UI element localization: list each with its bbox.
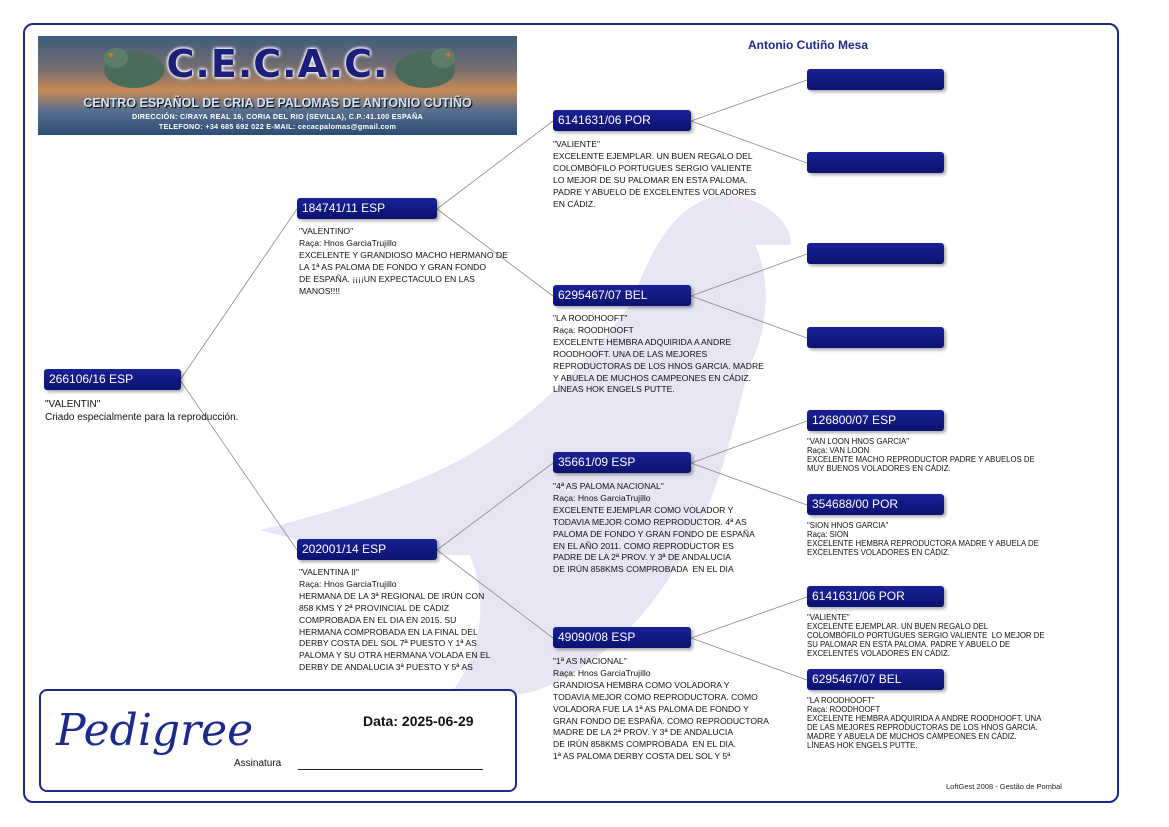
logo-address-line: DIRECCIÓN: C/RAYA REAL 16, CORIA DEL RIO (SEVILLA), C.P.:41.100 ESPAÑA xyxy=(132,112,423,121)
desc-line: MADRE DE LA 2ª PROV. Y 3ª DE ANDALUCIA xyxy=(553,727,734,738)
desc-line: "1ª AS NACIONAL" xyxy=(553,656,627,666)
desc-line: PADRE Y ABUELO DE EXCELENTES VOLADORES xyxy=(553,186,756,197)
cecac-logo-banner xyxy=(38,36,517,135)
bird-ring-box[interactable]: 266106/16 ESP xyxy=(44,369,181,390)
desc-line: PALOMA Y SU OTRA HERMANA VOLADA EN EL xyxy=(299,650,491,661)
desc-line: DERBY DE ANDALUCIA 3ª PUESTO Y 5ª AS xyxy=(299,662,473,673)
logo-subtitle: CENTRO ESPAÑOL DE CRIA DE PALOMAS DE ANTONIO CUTIÑO xyxy=(83,96,472,110)
bird-ring-box-empty[interactable] xyxy=(807,243,944,264)
desc-line: EXCELENTE HEMBRA ADQUIRIDA A ANDRE ROODHOOFT. UNA xyxy=(807,714,1042,724)
signature-label: Assinatura xyxy=(234,758,282,769)
bird-description xyxy=(807,696,1057,751)
desc-line: "VALIENTE" xyxy=(553,139,601,149)
bird-ring-box-empty[interactable] xyxy=(807,152,944,173)
bird-ring-box[interactable]: 49090/08 ESP xyxy=(553,627,691,648)
date-field xyxy=(363,713,474,729)
bird-description xyxy=(553,656,798,763)
desc-line: REPRODUCTORAS DE LOS HNOS GARCIA. MADRE xyxy=(553,360,764,371)
desc-line: EXCELENTE MACHO REPRODUCTOR PADRE Y ABUELOS DE xyxy=(807,455,1035,465)
bird-description xyxy=(553,313,798,396)
pedigree-footer xyxy=(39,689,517,792)
bird-ring-box[interactable]: 126800/07 ESP xyxy=(807,410,944,431)
desc-line: 858 KMS Y 2ª PROVINCIAL DE CÁDIZ xyxy=(299,602,450,613)
desc-line: Criado especialmente para la reproducción. xyxy=(45,412,239,423)
bird-description xyxy=(807,437,1057,473)
desc-line: "SION HNOS GARCIA" xyxy=(807,521,889,530)
desc-line: EXCELENTE EJEMPLAR. UN BUEN REGALO DEL xyxy=(807,622,989,632)
desc-line: "VALIENTE" xyxy=(807,613,850,622)
bird-description xyxy=(553,481,798,576)
bird-description xyxy=(299,226,539,297)
bird-description xyxy=(807,521,1057,557)
bird-ring-box[interactable]: 354688/00 POR xyxy=(807,494,944,515)
desc-line: LA 1ª AS PALOMA DE FONDO Y GRAN FONDO xyxy=(299,261,487,272)
desc-line: HERMANA COMPROBADA EN LA FINAL DEL xyxy=(299,626,478,637)
desc-line: EXCELENTE HEMBRA ADQUIRIDA A ANDRE xyxy=(553,336,732,347)
desc-line: Raça: Hnos GarciaTrujillo xyxy=(299,578,397,589)
desc-line: PALOMA DE FONDO Y GRAN FONDO DE ESPAÑA xyxy=(553,528,755,539)
desc-line: SU PALOMAR EN ESTA PALOMA. PADRE Y ABUELO DE xyxy=(807,640,1011,650)
desc-line: Raça: Hnos GarciaTrujillo xyxy=(553,492,651,503)
bird-description xyxy=(299,567,539,674)
desc-line: MANOS!!!! xyxy=(299,285,341,296)
desc-line: Y ABUELA DE MUCHOS CAMPEONES EN CÁDIZ. xyxy=(553,372,752,383)
desc-line: COLOMBÓFILO PORTUGUES SERGIO VALIENTE xyxy=(553,162,752,173)
logo-address xyxy=(38,112,517,132)
desc-line: Raça: ROODHOOFT xyxy=(807,705,881,715)
desc-line: EN EL AÑO 2011. COMO REPRODUCTOR ES xyxy=(553,540,734,551)
desc-line: Raça: SION xyxy=(807,530,849,540)
desc-line: MADRE Y ABUELA DE MUCHOS CAMPEONES EN CÁDIZ. xyxy=(807,732,1017,742)
desc-line: DE LAS MEJORES REPRODUCTORAS DE LOS HNOS GARCIA. xyxy=(807,723,1038,733)
bird-ring-box[interactable]: 35661/09 ESP xyxy=(553,452,691,473)
desc-line: "VALENTINA II" xyxy=(299,567,359,577)
bird-ring-box-empty[interactable] xyxy=(807,327,944,348)
desc-line: GRAN FONDO DE ESPAÑA. COMO REPRODUCTORA xyxy=(553,715,769,726)
desc-line: LÍNEAS HOK ENGELS PUTTE. xyxy=(553,384,675,395)
desc-line: DE IRÚN 858KMS COMPROBADA EN EL DIA xyxy=(553,564,734,575)
desc-line: EXCELENTES VOLADORES EN CÁDIZ. xyxy=(807,548,950,558)
desc-line: TODAVIA MEJOR COMO REPRODUCTOR. 4ª AS xyxy=(553,516,747,527)
logo-contact-line: TELEFONO: +34 685 692 022 E-MAIL: cecacpalomas@gmail.com xyxy=(158,122,397,131)
bird-description xyxy=(553,139,793,210)
desc-line: PADRE DE LA 2ª PROV. Y 3ª DE ANDALUCIA xyxy=(553,552,731,563)
desc-line: EXCELENTE Y GRANDIOSO MACHO HERMANO DE xyxy=(299,249,508,260)
desc-line: Raça: Hnos GarciaTrujillo xyxy=(299,237,397,248)
desc-line: DE ESPAÑA. ¡¡¡¡UN EXPECTACULO EN LAS xyxy=(299,273,475,284)
owner-name: Antonio Cutiño Mesa xyxy=(748,38,868,52)
desc-line: EN CÁDIZ. xyxy=(553,198,596,209)
desc-line: EXCELENTE EJEMPLAR. UN BUEN REGALO DEL xyxy=(553,150,753,161)
desc-line: "LA ROODHOOFT" xyxy=(807,696,875,705)
desc-line: HERMANA DE LA 3ª REGIONAL DE IRÚN CON xyxy=(299,590,485,601)
logo-title: C.E.C.A.C. xyxy=(166,42,389,86)
desc-line: Raça: ROODHOOFT xyxy=(553,324,634,335)
desc-line: Raça: Hnos GarciaTrujillo xyxy=(553,667,651,678)
desc-line: GRANDIOSA HEMBRA COMO VOLADORA Y xyxy=(553,679,730,690)
desc-line: DE IRÚN 858KMS COMPROBADA EN EL DIA. xyxy=(553,739,737,750)
bird-ring-box[interactable]: 6141631/06 POR xyxy=(807,586,944,607)
desc-line: "4ª AS PALOMA NACIONAL" xyxy=(553,481,664,491)
bird-ring-box[interactable]: 184741/11 ESP xyxy=(297,198,437,219)
desc-line: COLOMBÓFILO PORTUGUES SERGIO VALIENTE LO MEJOR DE xyxy=(807,631,1045,641)
desc-line: TODAVIA MEJOR COMO REPRODUCTORA. COMO xyxy=(553,691,758,702)
desc-line: "VALENTIN" xyxy=(45,399,101,410)
desc-line: "VAN LOON HNOS GARCIA" xyxy=(807,437,910,446)
bird-ring-box-empty[interactable] xyxy=(807,69,944,90)
desc-line: ROODHOOFT. UNA DE LAS MEJORES xyxy=(553,348,708,359)
desc-line: LO MEJOR DE SU PALOMAR EN ESTA PALOMA. xyxy=(553,174,748,185)
desc-line: VOLADORA FUE LA 1ª AS PALOMA DE FONDO Y xyxy=(553,703,749,714)
software-credit: LoftGest 2008 - Gestão de Pombal xyxy=(946,782,1062,791)
bird-ring-box[interactable]: 6141631/06 POR xyxy=(553,110,691,131)
bird-ring-box[interactable]: 6295467/07 BEL xyxy=(807,669,944,690)
desc-line: LÍNEAS HOK ENGELS PUTTE. xyxy=(807,741,918,751)
pedigree-title: Pedigree xyxy=(56,705,254,756)
desc-line: DERBY COSTA DEL SOL 7ª PUESTO Y 1ª AS xyxy=(299,638,477,649)
desc-line: EXCELENTE EJEMPLAR COMO VOLADOR Y xyxy=(553,504,734,515)
bird-ring-box[interactable]: 202001/14 ESP xyxy=(297,539,437,560)
desc-line: COMPROBADA EN EL DIA EN 2015. SU xyxy=(299,614,457,625)
bird-ring-box[interactable]: 6295467/07 BEL xyxy=(553,285,691,306)
desc-line: Raça: VAN LOON xyxy=(807,446,870,456)
desc-line: "LA ROODHOOFT" xyxy=(553,313,628,323)
date-value: 2025-06-29 xyxy=(401,713,474,729)
desc-line: 1ª AS PALOMA DERBY COSTA DEL SOL Y 5ª xyxy=(553,751,731,762)
desc-line: EXCELENTE HEMBRA REPRODUCTORA MADRE Y ABUELA DE xyxy=(807,539,1039,549)
desc-line: MUY BUENOS VOLADORES EN CÁDIZ. xyxy=(807,464,951,474)
bird-description xyxy=(45,398,285,424)
signature-line[interactable] xyxy=(298,769,483,770)
date-label: Data: xyxy=(363,713,399,729)
desc-line: EXCELENTES VOLADORES EN CÁDIZ. xyxy=(807,649,950,659)
desc-line: "VALENTINO" xyxy=(299,226,354,236)
bird-description xyxy=(807,613,1057,658)
